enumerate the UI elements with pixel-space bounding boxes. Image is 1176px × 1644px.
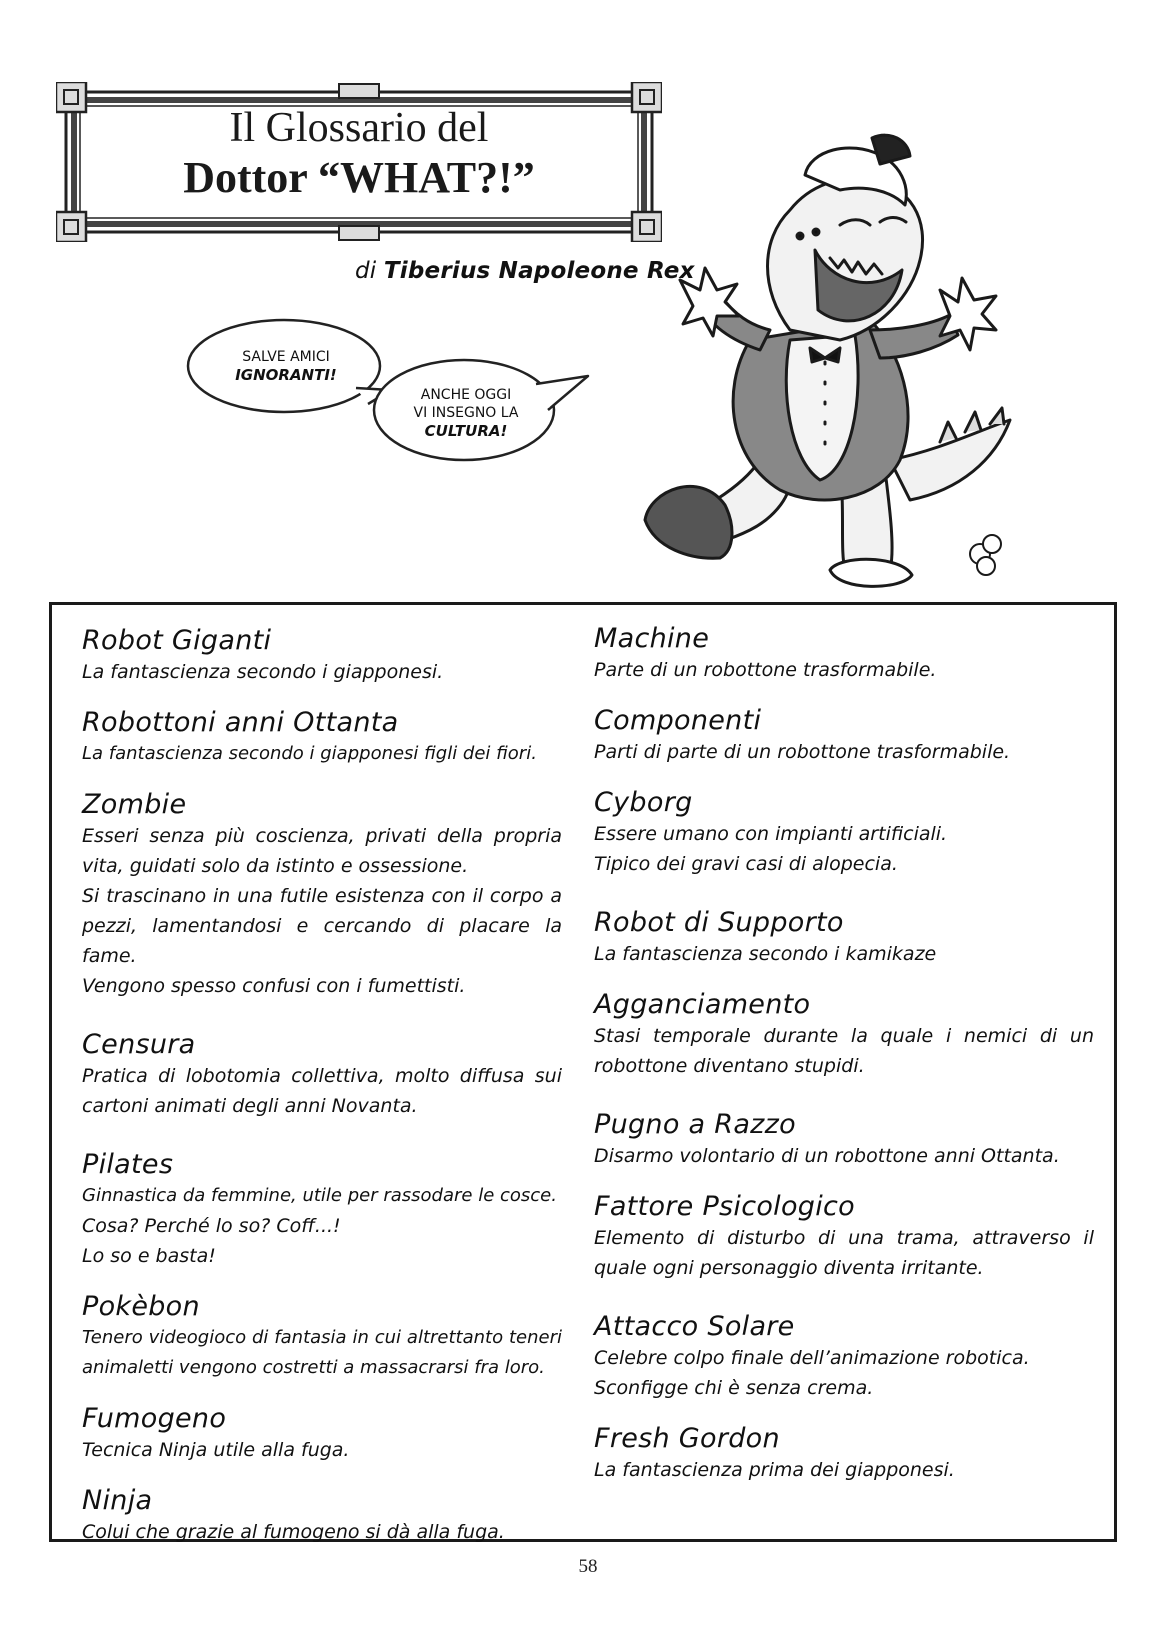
glossary-entry [82, 1291, 562, 1383]
entry-term: Pugno a Razzo [594, 1109, 796, 1140]
definition-line: Tecnica Ninja utile alla fuga. [82, 1439, 350, 1461]
entry-definition [82, 1323, 562, 1383]
entry-term: Robot di Supporto [594, 907, 844, 938]
definition-line: Elemento di disturbo di una trama, attraverso il quale ogni personaggio diventa irritante. [594, 1227, 1094, 1279]
definition-line: La fantascienza secondo i giapponesi figli dei fiori. [82, 743, 537, 764]
definition-line: Lo so e basta! [82, 1245, 216, 1267]
glossary-entry [594, 1423, 1094, 1485]
bubble-1-emphasis: IGNORANTI! [235, 366, 337, 384]
definition-line: Celebre colpo finale dell’animazione robotica. [594, 1347, 1030, 1369]
entry-term: Robottoni anni Ottanta [82, 707, 399, 738]
definition-line: La fantascienza secondo i kamikaze [594, 943, 937, 965]
title-line-1: Il Glossario del [229, 105, 489, 151]
entry-definition [82, 1061, 562, 1121]
glossary-column-left [82, 625, 562, 1567]
definition-line: Disarmo volontario di un robottone anni Ottanta. [594, 1145, 1060, 1167]
glossary-entry [82, 625, 562, 687]
entry-term: Cyborg [594, 787, 693, 818]
glossary-entry [82, 1149, 562, 1271]
definition-line: Stasi temporale durante la quale i nemici di un robottone diventano stupidi. [594, 1025, 1094, 1077]
glossary-entry [594, 1109, 1094, 1171]
glossary-column-right [594, 623, 1094, 1505]
glossary-entry [594, 989, 1094, 1081]
entry-term: Fattore Psicologico [594, 1191, 856, 1222]
glossary-entry [594, 907, 1094, 969]
entry-definition [82, 821, 562, 1001]
definition-line: Sconfigge chi è senza crema. [594, 1377, 874, 1399]
speech-bubbles [186, 318, 606, 472]
entry-definition [82, 1517, 562, 1547]
entry-term: Pilates [82, 1149, 174, 1180]
glossary-box [49, 602, 1117, 1542]
definition-line: La fantascienza prima dei giapponesi. [594, 1459, 955, 1481]
entry-term: Attacco Solare [594, 1311, 795, 1342]
title-frame [56, 82, 662, 242]
bubble-2-line-2: VI INSEGNO LA [413, 405, 519, 421]
glossary-entry [82, 1485, 562, 1547]
glossary-entry [82, 789, 562, 1001]
entry-term: Robot Giganti [82, 625, 272, 656]
definition-line: Esseri senza più coscienza, privati della propria vita, guidati solo da istinto e ossessione. [82, 825, 562, 877]
glossary-entry [594, 1311, 1094, 1403]
entry-term: Fresh Gordon [594, 1423, 780, 1454]
definition-line: Pratica di lobotomia collettiva, molto diffusa sui cartoni animati degli anni Novanta. [82, 1065, 562, 1117]
entry-term: Agganciamento [594, 989, 811, 1020]
entry-definition [594, 1223, 1094, 1283]
glossary-entry [594, 787, 1094, 879]
definition-line: Tipico dei gravi casi di alopecia. [594, 853, 898, 875]
definition-line: Si trascinano in una futile esistenza con il corpo a pezzi, lamentandosi e cercando di placare la fame. [82, 885, 562, 967]
definition-line: Cosa? Perché lo so? Coff...! [82, 1215, 341, 1237]
bubble-1-line: SALVE AMICI [242, 349, 330, 365]
definition-line: Colui che grazie al fumogeno si dà alla fuga. [82, 1521, 505, 1543]
glossary-entry [594, 623, 1094, 685]
entry-definition [594, 1141, 1094, 1171]
glossary-entry [594, 1191, 1094, 1283]
bubble-2-emphasis: CULTURA! [424, 422, 508, 440]
dinosaur-doctor-illustration [640, 130, 1040, 604]
speech-bubble-icon [186, 318, 606, 468]
glossary-entry [82, 1029, 562, 1121]
dinosaur-icon [640, 130, 1040, 600]
bubble-text-2 [404, 386, 528, 440]
title-line-2: Dottor “WHAT?!” [183, 153, 535, 202]
bubble-text-1 [226, 348, 346, 384]
entry-definition [82, 1435, 562, 1465]
entry-definition [594, 819, 1094, 879]
entry-definition [594, 737, 1094, 767]
entry-definition [594, 1343, 1094, 1403]
entry-definition [594, 655, 1094, 685]
definition-line: Essere umano con impianti artificiali. [594, 823, 948, 845]
entry-definition [82, 739, 562, 769]
entry-term: Machine [594, 623, 710, 654]
entry-definition [594, 1021, 1094, 1081]
definition-line: Tenero videogioco di fantasia in cui altrettanto teneri animaletti vengono costretti a massacrarsi fra loro. [82, 1327, 562, 1378]
glossary-entry [594, 705, 1094, 767]
definition-line: La fantascienza secondo i giapponesi. [82, 661, 444, 683]
definition-line: Parti di parte di un robottone trasformabile. [594, 741, 1011, 763]
definition-line: Ginnastica da femmine, utile per rassodare le cosce. [82, 1185, 557, 1206]
entry-term: Ninja [82, 1485, 153, 1516]
byline-prefix: di [355, 258, 377, 284]
page-title [56, 104, 662, 204]
bubble-2-line-1: ANCHE OGGI [420, 387, 512, 403]
definition-line: Parte di un robottone trasformabile. [594, 659, 937, 681]
entry-definition [594, 1455, 1094, 1485]
byline-author: Tiberius Napoleone Rex [383, 258, 695, 284]
entry-term: Zombie [82, 789, 187, 820]
entry-definition [82, 1181, 562, 1271]
entry-definition [594, 939, 1094, 969]
entry-definition [82, 657, 562, 687]
entry-term: Fumogeno [82, 1403, 227, 1434]
page-number: 58 [578, 1556, 598, 1577]
entry-term: Componenti [594, 705, 762, 736]
glossary-entry [82, 1403, 562, 1465]
definition-line: Vengono spesso confusi con i fumettisti. [82, 975, 466, 997]
entry-term: Censura [82, 1029, 196, 1060]
entry-term: Pokèbon [82, 1291, 200, 1322]
glossary-entry [82, 707, 562, 769]
